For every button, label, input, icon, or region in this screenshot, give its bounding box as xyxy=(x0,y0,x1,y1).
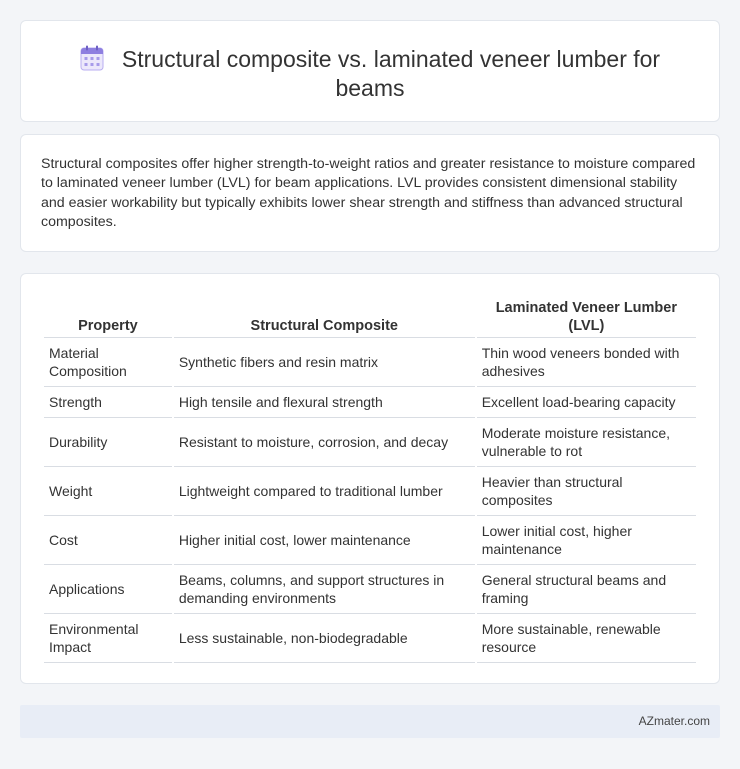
page-title xyxy=(61,45,679,103)
table-cell: Resistant to moisture, corrosion, and decay xyxy=(174,418,475,467)
summary-card xyxy=(20,134,720,252)
title-card xyxy=(20,20,720,122)
summary-text: Structural composites offer higher strength-to-weight ratios and greater resistance to moisture compared to laminated veneer lumber (LVL) for beam applications. LVL provides consistent dimensional stability and easier workability but typically exhibits lower shear strength and stiffness than advanced structural composites. xyxy=(41,156,696,230)
table-row xyxy=(44,565,696,614)
table-cell: Thin wood veneers bonded with adhesives xyxy=(477,338,696,387)
table-cell: Moderate moisture resistance, vulnerable to rot xyxy=(477,418,696,467)
comparison-table xyxy=(42,294,698,663)
table-cell: Synthetic fibers and resin matrix xyxy=(174,338,475,387)
table-row xyxy=(44,418,696,467)
table-cell: Material Composition xyxy=(44,338,172,387)
table-row xyxy=(44,387,696,418)
table-row xyxy=(44,516,696,565)
footer-bar xyxy=(20,705,720,738)
table-cell: Strength xyxy=(44,387,172,418)
table-cell: Environmental Impact xyxy=(44,614,172,663)
table-cell: Lightweight compared to traditional lumber xyxy=(174,467,475,516)
table-cell: More sustainable, renewable resource xyxy=(477,614,696,663)
table-cell: Applications xyxy=(44,565,172,614)
column-header-structural-composite: Structural Composite xyxy=(174,294,475,338)
table-cell: Excellent load-bearing capacity xyxy=(477,387,696,418)
table-header-row xyxy=(44,294,696,338)
column-header-property: Property xyxy=(44,294,172,338)
table-row xyxy=(44,467,696,516)
comparison-table-card xyxy=(20,273,720,684)
table-row xyxy=(44,338,696,387)
table-cell: Beams, columns, and support structures in demanding environments xyxy=(174,565,475,614)
table-cell: Less sustainable, non-biodegradable xyxy=(174,614,475,663)
table-cell: Lower initial cost, higher maintenance xyxy=(477,516,696,565)
calendar-icon xyxy=(80,45,104,71)
table-cell: High tensile and flexural strength xyxy=(174,387,475,418)
table-cell: Heavier than structural composites xyxy=(477,467,696,516)
table-cell: Weight xyxy=(44,467,172,516)
table-cell: Higher initial cost, lower maintenance xyxy=(174,516,475,565)
table-cell: Durability xyxy=(44,418,172,467)
footer-brand[interactable]: AZmater.com xyxy=(638,714,710,728)
column-header-lvl: Laminated Veneer Lumber (LVL) xyxy=(477,294,696,338)
table-cell: Cost xyxy=(44,516,172,565)
page-title-text: Structural composite vs. laminated veneer lumber for beams xyxy=(121,46,661,101)
table-cell: General structural beams and framing xyxy=(477,565,696,614)
table-row xyxy=(44,614,696,663)
